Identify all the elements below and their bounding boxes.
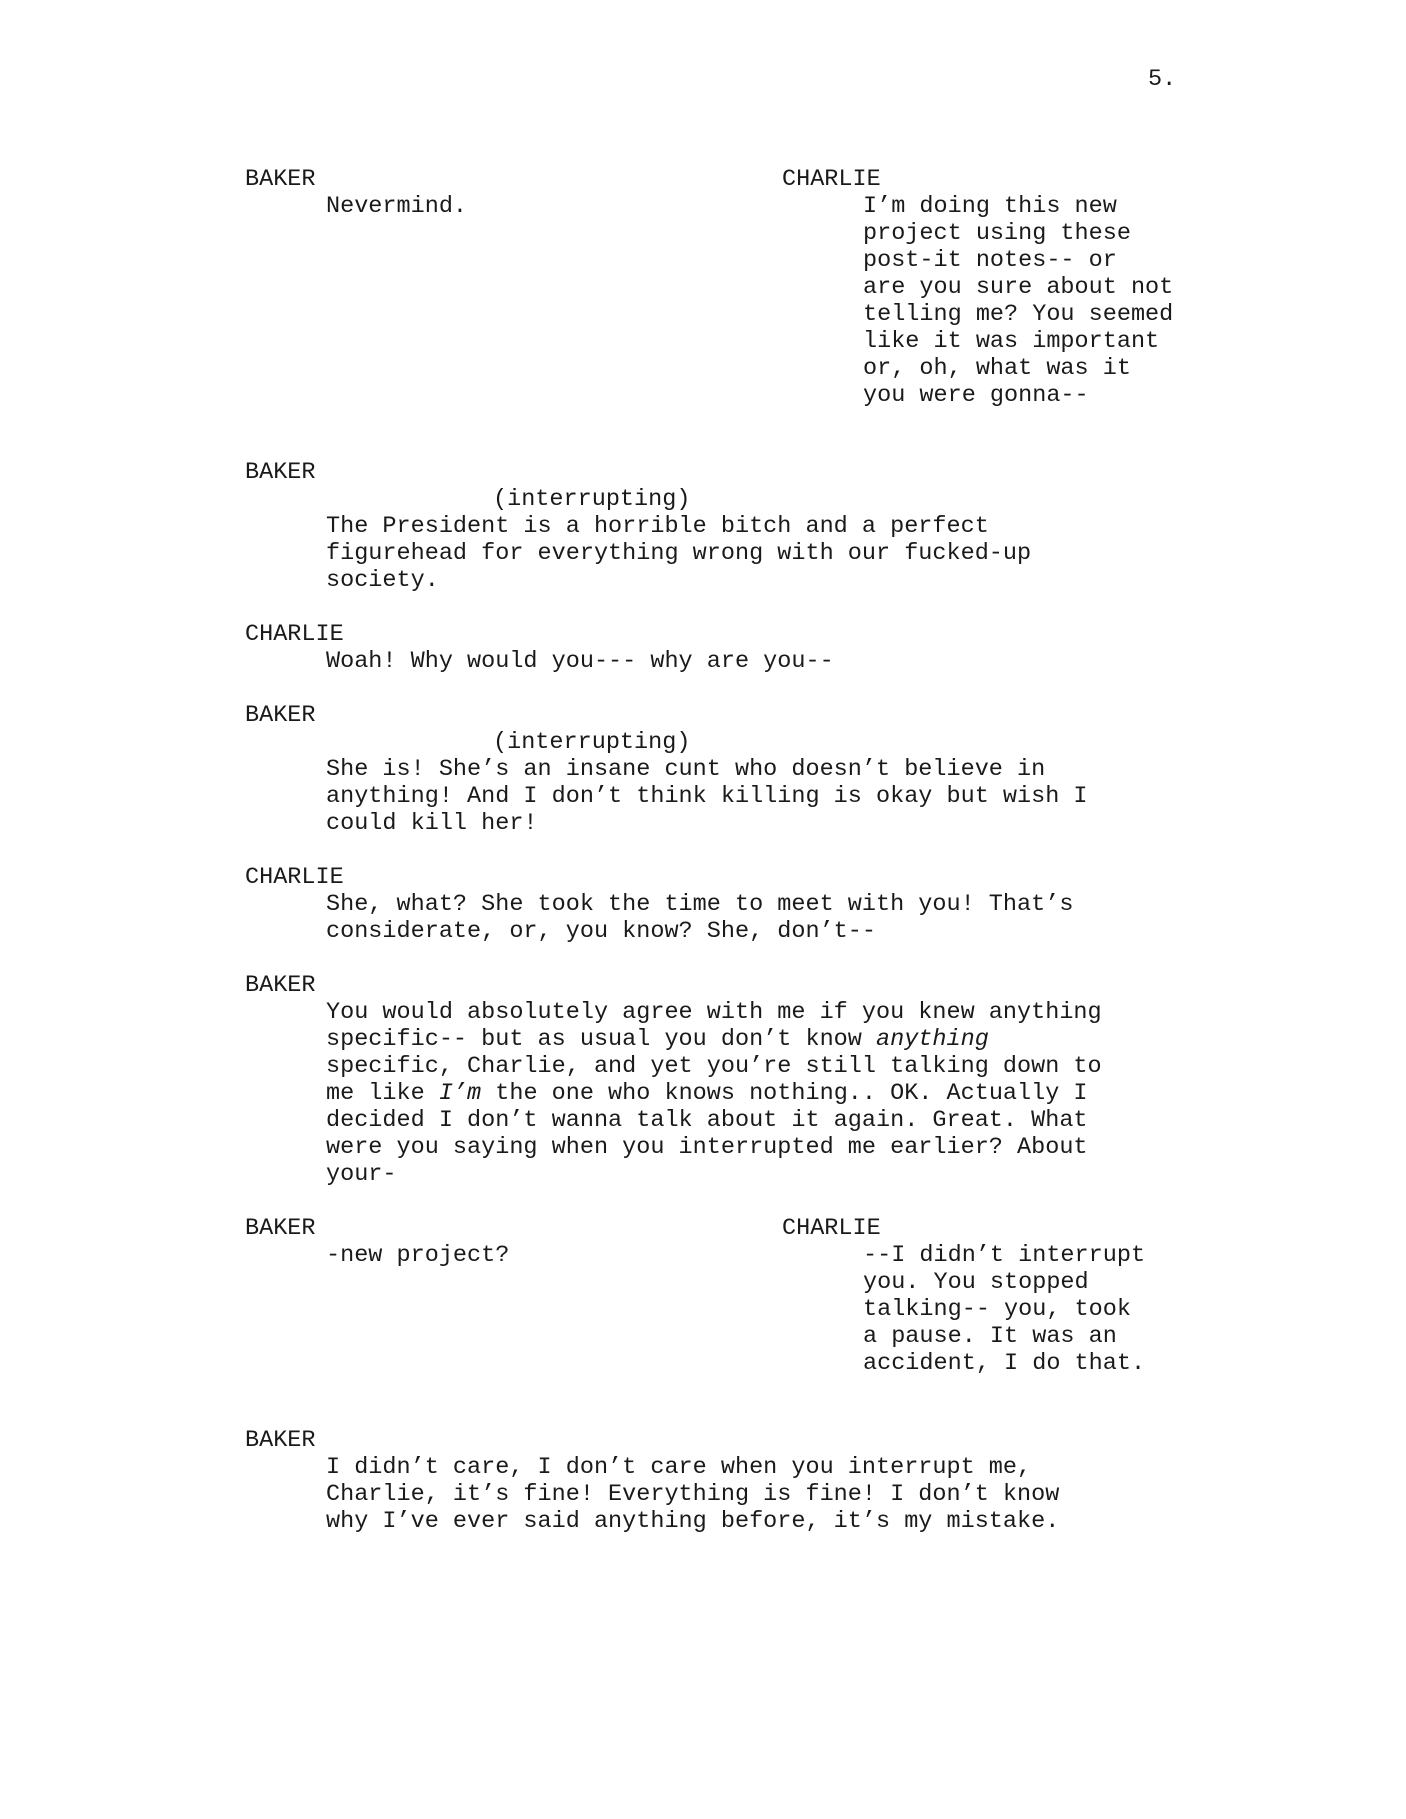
dialogue-line: telling me? You seemed — [863, 301, 1174, 328]
dialogue-line: Woah! Why would you--- why are you-- — [326, 648, 834, 675]
dialogue-line: She is! She’s an insane cunt who doesn’t believe in — [326, 756, 1046, 783]
speaker-baker: BAKER — [245, 166, 316, 193]
speaker-baker: BAKER — [245, 1427, 316, 1454]
dialogue-line — [326, 1026, 989, 1053]
dialogue-line: -new project? — [326, 1242, 510, 1269]
dialogue-line: I didn’t care, I don’t care when you interrupt me, — [326, 1454, 1032, 1481]
speaker-baker: BAKER — [245, 1215, 316, 1242]
dialogue-line: your- — [326, 1161, 397, 1188]
dialogue-line: or, oh, what was it — [863, 355, 1131, 382]
dialogue-line: The President is a horrible bitch and a perfect — [326, 513, 989, 540]
dialogue-line: She, what? She took the time to meet with you! That’s — [326, 891, 1074, 918]
dialogue-line: project using these — [863, 220, 1131, 247]
dialogue-line: decided I don’t wanna talk about it again. Great. What — [326, 1107, 1088, 1134]
dialogue-text: the one who knows nothing.. OK. Actually I — [481, 1080, 1088, 1107]
dialogue-line: figurehead for everything wrong with our fucked-up — [326, 540, 1032, 567]
dialogue-line: anything! And I don’t think killing is okay but wish I — [326, 783, 1088, 810]
speaker-baker: BAKER — [245, 702, 316, 729]
dialogue-line: talking-- you, took — [863, 1296, 1131, 1323]
dialogue-line: post-it notes-- or — [863, 247, 1117, 274]
dialogue-line — [326, 1080, 1088, 1107]
dialogue-line: specific, Charlie, and yet you’re still talking down to — [326, 1053, 1102, 1080]
parenthetical: (interrupting) — [493, 486, 691, 513]
speaker-baker: BAKER — [245, 459, 316, 486]
dialogue-text: me like — [326, 1080, 439, 1107]
dialogue-line: I’m doing this new — [863, 193, 1117, 220]
dialogue-line: you. You stopped — [863, 1269, 1089, 1296]
dialogue-line: society. — [326, 567, 439, 594]
emphasis-text: anything — [876, 1026, 989, 1053]
dialogue-line: were you saying when you interrupted me earlier? About — [326, 1134, 1088, 1161]
dialogue-line: --I didn’t interrupt — [863, 1242, 1146, 1269]
dialogue-line: You would absolutely agree with me if you knew anything — [326, 999, 1102, 1026]
dialogue-line: considerate, or, you know? She, don’t-- — [326, 918, 876, 945]
speaker-baker: BAKER — [245, 972, 316, 999]
speaker-charlie: CHARLIE — [245, 864, 344, 891]
dialogue-line: Nevermind. — [326, 193, 468, 220]
dialogue-line: Charlie, it’s fine! Everything is fine! I don’t know — [326, 1481, 1060, 1508]
page-number: 5. — [1148, 66, 1177, 93]
dialogue-line: a pause. It was an — [863, 1323, 1117, 1350]
speaker-charlie: CHARLIE — [782, 1215, 881, 1242]
parenthetical: (interrupting) — [493, 729, 691, 756]
emphasis-text: I’m — [438, 1080, 482, 1107]
dialogue-line: are you sure about not — [863, 274, 1174, 301]
dialogue-line: like it was important — [863, 328, 1160, 355]
dialogue-text: specific-- but as usual you don’t know — [326, 1026, 876, 1053]
dialogue-line: accident, I do that. — [863, 1350, 1146, 1377]
speaker-charlie: CHARLIE — [782, 166, 881, 193]
dialogue-line: you were gonna-- — [863, 382, 1089, 409]
dialogue-line: could kill her! — [326, 810, 538, 837]
dialogue-line: why I’ve ever said anything before, it’s my mistake. — [326, 1508, 1060, 1535]
speaker-charlie: CHARLIE — [245, 621, 344, 648]
